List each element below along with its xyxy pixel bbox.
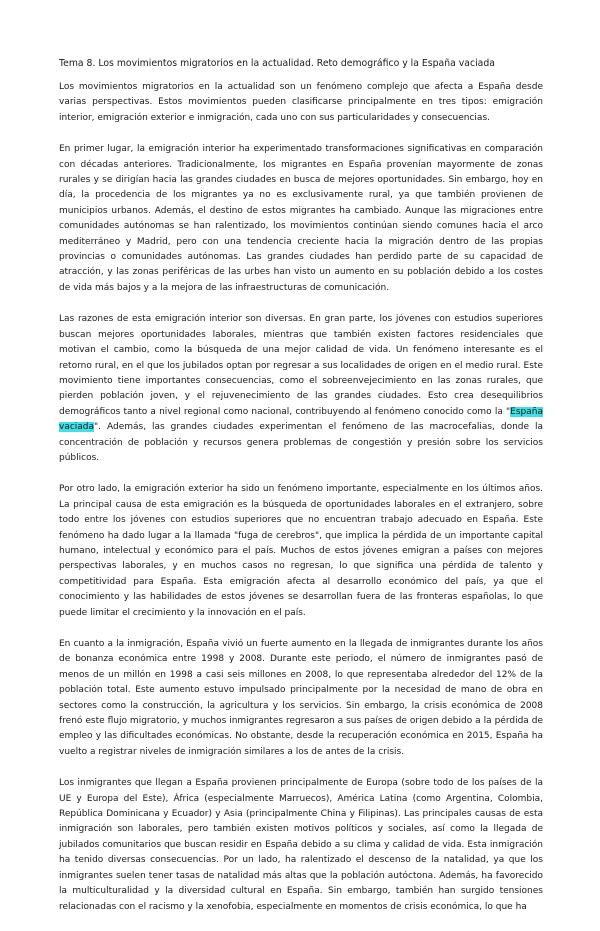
paragraph-immigrant-origins: Los inmigrantes que llegan a España provienen principalmente de Europa (sobre todo de los países de la UE y Europa del Este), África (especialmente Marruecos), América Latina (como Argentina, Colombia, República Dominicana y Ecuador) y Asia (principalmente China y Filipinas). Las principales causas de esta inmigración son laborales, pero también existen motivos políticos y sociales, así como la llegada de jubilados comunitarios que buscan residir en España debido a su clima y calidad de vida. Esta inmigración ha tenido diversas consecuencias. Por un lado, ha ralentizado el descenso de la natalidad, ya que los inmigrantes suelen tener tasas de natalidad más altas que la población autóctona. Además, ha favorecido la multiculturalidad y la diversidad cultural en España. Sin embargo, también han surgido tensiones relacionadas con el racismo y la xenofobia, especialmente en momentos de crisis económica, lo que ha — [59, 778, 543, 912]
paragraph-internal-emigration: En primer lugar, la emigración interior ha experimentado transformaciones significativas en comparación con décadas anteriores. Tradicionalmente, los migrantes en España provenían mayormente de zonas rurales y se dirigían hacia las grandes ciudades en busca de mejores oportunidades. Sin embargo, hoy en día, la procedencia de los migrantes ya no es exclusivamente rural, ya que también provienen de municipios urbanos. Además, el destino de estos migrantes ha cambiado. Aunque las migraciones entre comunidades autónomas se han ralentizado, los movimientos continúan siendo comunes hacia el arco mediterráneo y Madrid, pero con una tendencia creciente hacia la migración dentro de las propias provincias o comunidades autónomas. Las grandes ciudades han perdido parte de su capacidad de atracción, y las zonas periféricas de las urbes han visto un aumento en su población debido a los costes de vida más bajos y a la mejora de las infraestructuras de comunicación. — [59, 144, 543, 293]
highlighted-term: España vaciada — [59, 406, 543, 433]
document-title: Tema 8. Los movimientos migratorios en la actualidad. Reto demográfico y la España vaciada — [59, 58, 495, 69]
document-body — [59, 56, 543, 931]
paragraph-immigration: En cuanto a la inmigración, España vivió un fuerte aumento en la llegada de inmigrantes durante los años de bonanza económica entre 1998 y 2008. Durante este periodo, el número de inmigrantes pasó de menos de un millón en 1998 a casi seis millones en 2008, lo que representaba alrededor del 12% de la población total. Este aumento estuvo impulsado principalmente por la necesidad de mano de obra en sectores como la construcción, la agricultura y los servicios. Sin embargo, la crisis económica de 2008 frenó este flujo migratorio, y muchos inmigrantes regresaron a sus países de origen debido a la pérdida de empleo y las dificultades económicas. No obstante, desde la recuperación económica en 2015, España ha vuelto a registrar niveles de inmigración similares a los de antes de la crisis. — [59, 639, 543, 757]
paragraph-external-emigration: Por otro lado, la emigración exterior ha sido un fenómeno importante, especialmente en los últimos años. La principal causa de esta emigración es la búsqueda de oportunidades laborales en el extranjero, sobre todo entre los jóvenes con estudios superiores que no encuentran trabajo adecuado en España. Este fenómeno ha dado lugar a la llamada "fuga de cerebros", que implica la pérdida de un importante capital humano, intelectual y económico para el país. Muchos de estos jóvenes emigran a países con mejores perspectivas laborales, y en muchos casos no regresan, lo que significa una pérdida de talento y competitividad para España. Esta emigración afecta al desarrollo económico del país, ya que el conocimiento y las habilidades de estos jóvenes se desarrollan fuera de las fronteras españolas, lo que puede limitar el crecimiento y la innovación en el país. — [59, 484, 543, 618]
paragraph-text: Las razones de esta emigración interior son diversas. En gran parte, los jóvenes con estudios superiores buscan mejores oportunidades laborales, mientras que también existen factores residenciales que motivan el cambio, como la búsqueda de una mejor calidad de vida. Un fenómeno interesante es el retorno rural, en el que los jubilados optan por regresar a sus localidades de origen en el medio rural. Este movimiento tiene importantes consecuencias, como el sobreenvejecimiento en las zonas rurales, que pierden población joven, y el rejuvenecimiento de las grandes ciudades. Esto crea desequilibrios demográficos tanto a nivel regional como nacional, contribuyendo al fenómeno conocido como la " — [59, 314, 543, 417]
paragraph-intro: Los movimientos migratorios en la actualidad son un fenómeno complejo que afecta a España desde varias perspectivas. Estos movimientos pueden clasificarse principalmente en tres tipos: emigración interior, emigración exterior e inmigración, cada uno con sus particularidades y consecuencias. — [59, 82, 543, 123]
paragraph-text: ". Además, las grandes ciudades experimentan el fenómeno de las macrocefalias, donde la concentración de población y recursos genera problemas de congestión y presión sobre los servicios públicos. — [59, 422, 543, 463]
paragraph-internal-emigration-causes — [59, 312, 543, 466]
